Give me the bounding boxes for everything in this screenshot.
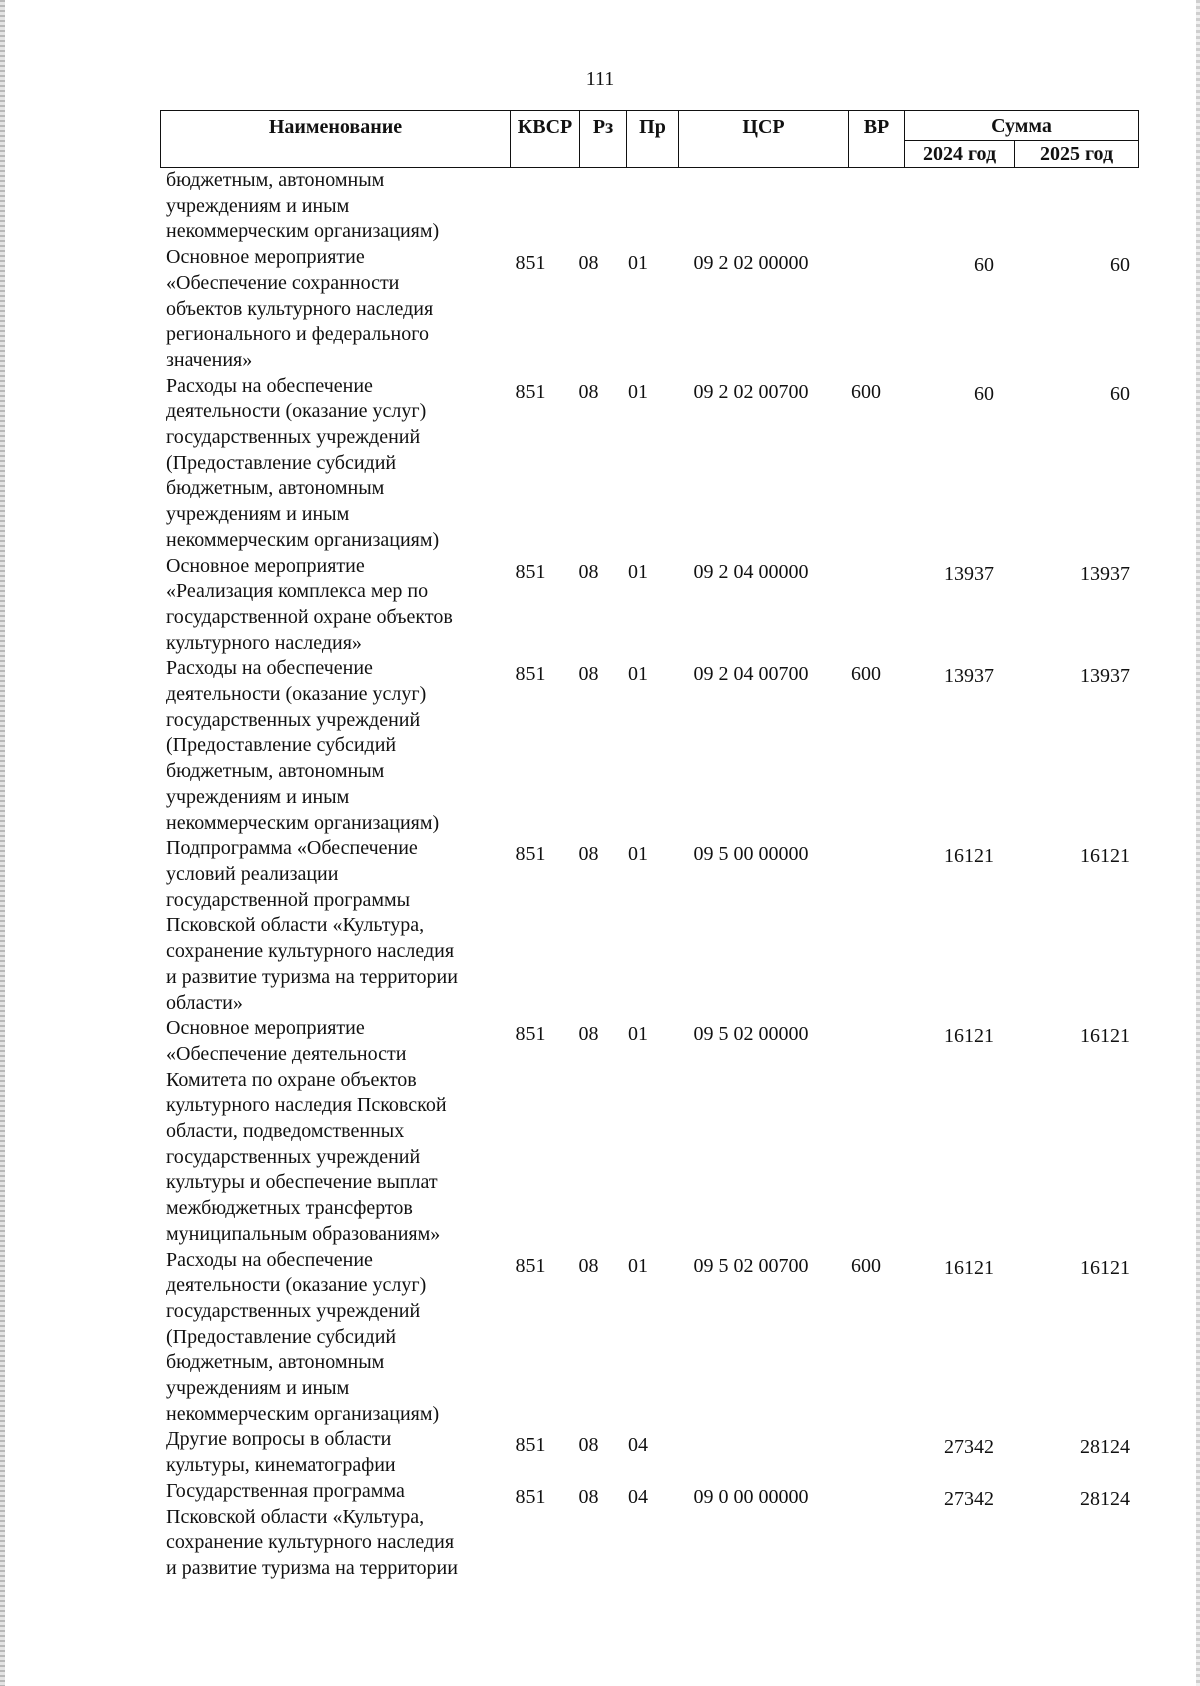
row-vr: [838, 554, 894, 657]
row-rz: [565, 168, 612, 245]
row-kvsr: 851: [515, 1023, 546, 1046]
row-rz: 08: [578, 663, 599, 686]
row-sum-2025: 60: [1110, 254, 1130, 277]
header-sum: Сумма: [905, 111, 1139, 141]
table-row: [166, 1479, 1138, 1582]
row-sum-2025: 28124: [1080, 1487, 1130, 1510]
table-header: [160, 110, 1139, 168]
row-vr: [838, 245, 894, 374]
row-sum-2025: 16121: [1080, 1256, 1130, 1279]
row-sum-2024: 13937: [944, 665, 994, 688]
scan-edge-right: [1196, 0, 1200, 1686]
row-sum-2024: 27342: [944, 1436, 994, 1459]
row-name: Расходы на обеспечение деятельности (оказание услуг) государственных учреждений (Предоставление субсидий бюджетным, автономным учреждениям и иным некоммерческим организациям): [166, 657, 440, 834]
row-sum-2025: 60: [1110, 382, 1130, 405]
row-name: Основное мероприятие «Обеспечение деятельности Комитета по охране объектов культурного наследия Псковской области, подведомственных государственных учреждений культуры и обеспечение выплат межбюджетных трансфертов муниципальным образованиям»: [166, 1017, 447, 1245]
row-sum-2025: 13937: [1080, 562, 1130, 585]
row-sum-2025: 28124: [1080, 1436, 1130, 1459]
row-vr: 600: [851, 1254, 881, 1277]
row-vr: [838, 1016, 894, 1247]
row-name: Государственная программа Псковской области «Культура, сохранение культурного наследия и развитие туризма на территории: [166, 1479, 458, 1579]
table-row: [166, 1248, 1138, 1428]
header-year-2024: 2024 год: [905, 141, 1015, 168]
row-sum-2025: [1012, 168, 1138, 245]
row-name: Расходы на обеспечение деятельности (оказание услуг) государственных учреждений (Предоставление субсидий бюджетным, автономным учреждениям и иным некоммерческим организациям): [166, 374, 440, 551]
row-kvsr: 851: [515, 560, 546, 583]
row-vr: [838, 836, 894, 1016]
row-sum-2024: 16121: [944, 1025, 994, 1048]
row-rz: 08: [578, 560, 599, 583]
header-kvsr: КВСР: [511, 111, 580, 168]
row-sum-2024: 16121: [944, 1256, 994, 1279]
row-sum-2024: [894, 168, 1012, 245]
row-vr: 600: [851, 380, 881, 403]
row-kvsr: 851: [515, 1485, 546, 1508]
table-row: [166, 656, 1138, 836]
row-rz: 08: [578, 1023, 599, 1046]
row-name: Основное мероприятие «Реализация комплекса мер по государственной охране объектов культурного наследия»: [166, 554, 453, 654]
row-rz: 08: [578, 1254, 599, 1277]
row-kvsr: 851: [515, 663, 546, 686]
table-row: [166, 836, 1138, 1016]
page-number: 111: [585, 68, 615, 90]
row-pr: 04: [628, 1485, 648, 1508]
row-pr: [612, 168, 664, 245]
row-pr: 01: [628, 1254, 648, 1277]
row-csr: 09 2 02 00000: [693, 252, 809, 275]
row-csr: [664, 1427, 838, 1478]
row-csr: 09 2 04 00000: [693, 560, 809, 583]
row-name: Другие вопросы в области культуры, кинематографии: [166, 1428, 396, 1477]
row-sum-2024: 16121: [944, 845, 994, 868]
table-row: [166, 168, 1138, 245]
row-pr: 01: [628, 252, 648, 275]
table-row: [166, 1427, 1138, 1478]
row-pr: 01: [628, 843, 648, 866]
table-row: [166, 245, 1138, 374]
row-sum-2024: 60: [974, 382, 994, 405]
row-name: Основное мероприятие «Обеспечение сохранности объектов культурного наследия регионального и федерального значения»: [166, 246, 434, 371]
table-row: [166, 554, 1138, 657]
row-rz: 08: [578, 843, 599, 866]
row-kvsr: [496, 168, 565, 245]
row-kvsr: 851: [515, 1434, 546, 1457]
row-pr: 04: [628, 1434, 648, 1457]
row-csr: 09 5 02 00000: [693, 1023, 809, 1046]
row-sum-2025: 13937: [1080, 665, 1130, 688]
row-name: Подпрограмма «Обеспечение условий реализации государственной программы Псковской области «Культура, сохранение культурного наследия и развитие туризма на территории области»: [166, 837, 458, 1014]
row-kvsr: 851: [515, 1254, 546, 1277]
row-csr: [664, 168, 838, 245]
row-pr: 01: [628, 1023, 648, 1046]
row-vr: [838, 1427, 894, 1478]
header-csr: ЦСР: [679, 111, 849, 168]
row-vr: [838, 1479, 894, 1582]
row-csr: 09 5 02 00700: [693, 1254, 809, 1277]
header-name: Наименование: [161, 111, 511, 168]
row-sum-2024: 60: [974, 254, 994, 277]
row-vr: [838, 168, 894, 245]
row-csr: 09 5 00 00000: [693, 843, 809, 866]
row-pr: 01: [628, 663, 648, 686]
row-kvsr: 851: [515, 380, 546, 403]
row-pr: 01: [628, 560, 648, 583]
row-rz: 08: [578, 252, 599, 275]
row-name: Расходы на обеспечение деятельности (оказание услуг) государственных учреждений (Предоставление субсидий бюджетным, автономным учреждениям и иным некоммерческим организациям): [166, 1248, 440, 1425]
row-kvsr: 851: [515, 843, 546, 866]
table-row: [166, 1016, 1138, 1247]
scan-edge-left: [0, 0, 5, 1686]
row-csr: 09 2 04 00700: [693, 663, 809, 686]
row-sum-2025: 16121: [1080, 845, 1130, 868]
row-kvsr: 851: [515, 252, 546, 275]
table-body: [166, 168, 1138, 1582]
row-rz: 08: [578, 1434, 599, 1457]
row-rz: 08: [578, 380, 599, 403]
table-row: [166, 374, 1138, 554]
header-pr: Пр: [627, 111, 679, 168]
header-vr: ВР: [849, 111, 905, 168]
row-sum-2024: 27342: [944, 1487, 994, 1510]
header-year-2025: 2025 год: [1015, 141, 1139, 168]
row-vr: 600: [851, 663, 881, 686]
row-pr: 01: [628, 380, 648, 403]
row-name: бюджетным, автономным учреждениям и иным некоммерческим организациям): [166, 169, 440, 243]
header-rz: Рз: [580, 111, 627, 168]
row-sum-2024: 13937: [944, 562, 994, 585]
row-sum-2025: 16121: [1080, 1025, 1130, 1048]
row-csr: 09 2 02 00700: [693, 380, 809, 403]
row-rz: 08: [578, 1485, 599, 1508]
row-csr: 09 0 00 00000: [693, 1485, 809, 1508]
